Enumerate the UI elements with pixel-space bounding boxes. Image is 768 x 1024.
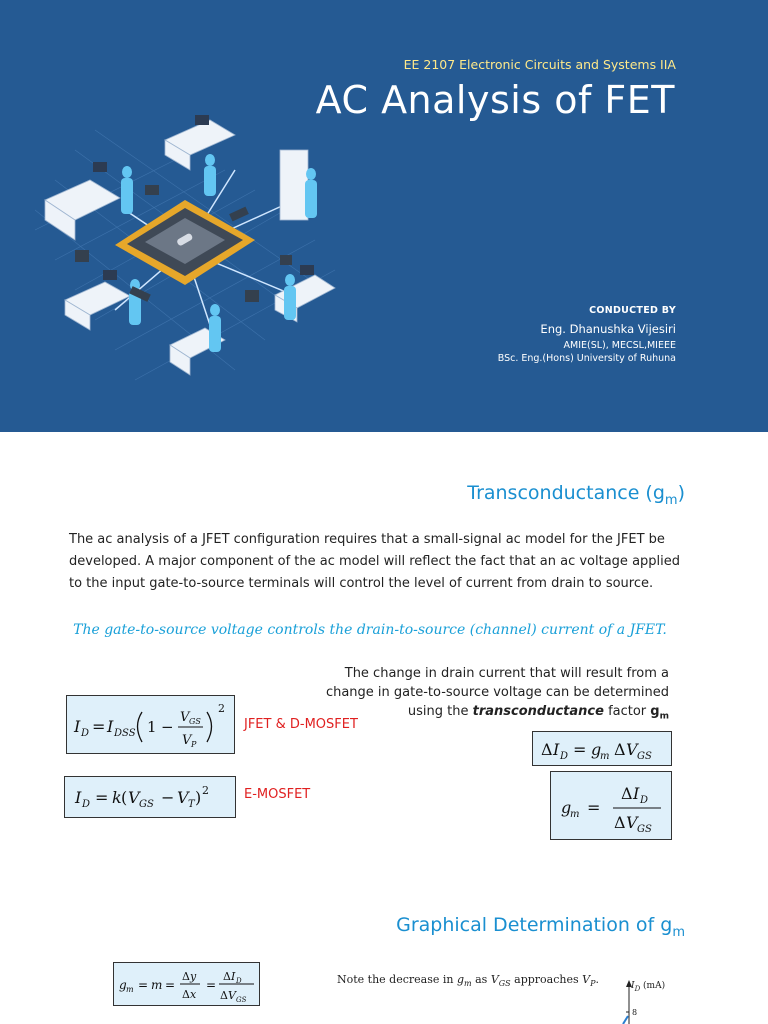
svg-text:P: P [191, 740, 197, 749]
presenter-credentials: AMIE(SL), MECSL,MIEEE [563, 340, 676, 351]
svg-text:GS: GS [139, 799, 154, 810]
svg-text:I: I [107, 717, 114, 736]
svg-text:I: I [231, 970, 236, 983]
svg-text:Δ: Δ [541, 740, 553, 759]
svg-text:=: = [206, 978, 217, 992]
svg-text:x: x [190, 988, 197, 1001]
svg-text:g: g [561, 798, 572, 817]
svg-text:V: V [182, 733, 192, 748]
svg-text:Δ: Δ [614, 813, 626, 832]
svg-text:D: D [236, 977, 242, 985]
paragraph-line: The ac analysis of a JFET configuration requires that a small-signal ac model for the JFET be [69, 532, 665, 547]
svg-text:D: D [560, 751, 569, 762]
svg-text:Δ: Δ [614, 740, 626, 759]
svg-text:=: = [95, 788, 109, 807]
svg-text:−: − [161, 788, 175, 807]
gm-note: Note the decrease in $g_m$ as $V_{GS}$ approaches $V_P$. [337, 973, 599, 989]
svg-text:Δ: Δ [220, 989, 228, 1002]
svg-text:Δ: Δ [182, 988, 190, 1001]
svg-text:V: V [180, 710, 190, 725]
key-statement: The gate-to-source voltage controls the drain-to-source (channel) current of a JFET. [73, 622, 667, 638]
svg-text:(: ( [121, 788, 128, 807]
svg-text:D: D [82, 799, 91, 810]
svg-text:g: g [119, 978, 127, 992]
circuit-illustration [35, 110, 345, 400]
svg-text:I: I [75, 788, 82, 807]
presentation-title: AC Analysis of FET [315, 78, 675, 122]
svg-text:g: g [591, 740, 602, 759]
delta-id-formula-graphic [533, 732, 671, 765]
transconductance-explanation: The change in drain current that will result from a change in gate-to-source voltage can be determined using the transconductance factor $g_m$ [325, 666, 669, 722]
svg-text:=: = [92, 717, 106, 736]
svg-text:GS: GS [189, 717, 201, 726]
id-axis-label: $I_D$ (mA) [631, 981, 666, 993]
cover-slide [0, 0, 768, 432]
paragraph-line: developed. A major component of the ac model will reflect the fact that an ac voltage applied [69, 554, 681, 569]
svg-text:D: D [81, 728, 90, 739]
svg-text:I: I [553, 740, 560, 759]
svg-text:m: m [570, 809, 580, 820]
svg-text:V: V [228, 989, 236, 1002]
gm-formula-graphic [551, 772, 671, 839]
svg-text:1: 1 [147, 718, 157, 736]
svg-text:I: I [633, 784, 640, 803]
svg-text:=: = [138, 978, 149, 992]
shockley-equation [66, 695, 235, 754]
delta-id-equation [532, 731, 672, 766]
slope-formula-graphic [114, 963, 259, 1005]
svg-text:=: = [573, 740, 587, 759]
svg-text:I: I [74, 717, 81, 736]
svg-text:GS: GS [637, 824, 652, 835]
svg-text:V: V [177, 788, 189, 807]
svg-text:y: y [190, 970, 197, 983]
svg-text:Δ: Δ [223, 970, 231, 983]
svg-text:V: V [626, 740, 638, 759]
svg-text:=: = [587, 798, 601, 817]
intro-paragraph [69, 529, 699, 595]
course-title: EE 2107 Electronic Circuits and Systems IIA [403, 57, 676, 72]
presenter-name: Eng. Dhanushka Vijesiri [540, 322, 676, 336]
emosfet-equation [64, 776, 236, 818]
emosfet-label: E-MOSFET [244, 787, 311, 802]
graphical-heading: Graphical Determination of $g_m$ [396, 914, 685, 940]
svg-text:Δ: Δ [182, 970, 190, 983]
axis-tick-8: 8 [632, 1008, 638, 1017]
shockley-formula-graphic [67, 696, 234, 753]
jfet-dmosfet-label: JFET & D-MOSFET [244, 717, 358, 732]
svg-text:m: m [151, 978, 163, 992]
svg-text:T: T [188, 799, 195, 810]
conducted-by-label: CONDUCTED BY [589, 305, 676, 316]
svg-text:2: 2 [218, 702, 225, 715]
svg-text:GS: GS [236, 996, 247, 1004]
slope-equation [113, 962, 260, 1006]
paragraph-line: to the input gate-to-source terminals will control the level of current from drain to source. [69, 576, 654, 591]
gm-ratio-equation [550, 771, 672, 840]
svg-text:=: = [165, 978, 176, 992]
svg-text:Δ: Δ [621, 784, 633, 803]
svg-text:2: 2 [202, 784, 209, 797]
presenter-degree: BSc. Eng.(Hons) University of Ruhuna [497, 353, 676, 364]
transconductance-heading: Transconductance $(g_m)$ [467, 482, 685, 508]
svg-text:m: m [600, 751, 610, 762]
svg-text:m: m [126, 985, 134, 994]
svg-text:V: V [128, 788, 140, 807]
svg-text:k: k [112, 788, 122, 807]
emosfet-formula-graphic [65, 777, 235, 817]
svg-text:): ) [195, 788, 202, 807]
svg-text:DSS: DSS [114, 728, 136, 739]
svg-text:D: D [640, 795, 649, 806]
svg-text:V: V [626, 813, 638, 832]
svg-text:−: − [161, 718, 174, 736]
svg-text:GS: GS [637, 751, 652, 762]
